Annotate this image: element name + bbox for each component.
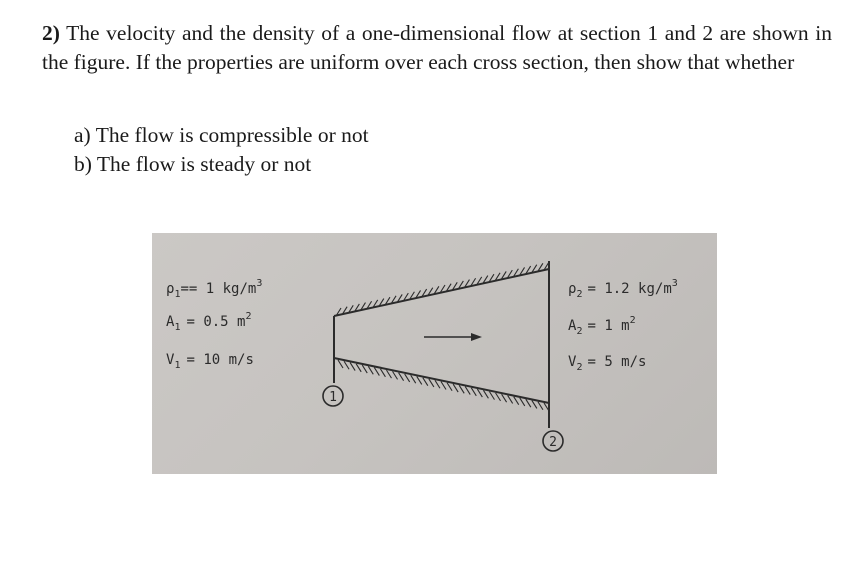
- section-2-area: $A_2 = 1$ $m^2$: [568, 315, 636, 337]
- hatch-mark: [496, 393, 501, 401]
- hatch-mark: [514, 397, 519, 405]
- hatch-mark: [380, 369, 385, 377]
- section-1-velocity: $V_1 = 10$ m/s: [166, 352, 254, 371]
- hatch-mark: [459, 385, 464, 393]
- hatch-mark: [374, 368, 379, 376]
- hatch-mark: [393, 371, 398, 379]
- hatch-mark: [526, 399, 531, 407]
- hatch-mark: [368, 366, 373, 374]
- section-2-marker: [543, 431, 563, 451]
- hatch-mark: [405, 374, 410, 382]
- section-2-density: $\rho_2 = 1.2$ $kg/m^3$: [568, 278, 678, 300]
- hatch-mark: [447, 383, 452, 391]
- flow-figure-photo: [152, 233, 717, 474]
- hatch-mark: [362, 365, 367, 373]
- hatch-mark: [538, 402, 543, 410]
- hatch-mark: [429, 379, 434, 387]
- hatch-mark: [465, 387, 470, 395]
- hatch-mark: [417, 376, 422, 384]
- hatch-mark: [489, 392, 494, 400]
- hatch-mark: [502, 394, 507, 402]
- hatch-mark: [435, 380, 440, 388]
- hatch-mark: [350, 363, 355, 371]
- part-b-text: The flow is steady or not: [96, 152, 312, 176]
- flow-direction-arrow: [424, 333, 482, 341]
- duct-bottom-wall: [334, 358, 549, 403]
- hatch-mark: [453, 384, 458, 392]
- duct-top-hatching: [336, 262, 549, 316]
- section-1-density: $\rho_1== 1$ $kg/m^3$: [166, 278, 263, 300]
- hatch-mark: [471, 388, 476, 396]
- section-2-velocity: $V_2 = 5$ m/s: [568, 354, 647, 373]
- hatch-mark: [386, 370, 391, 378]
- hatch-mark: [532, 400, 537, 408]
- hatch-mark: [411, 375, 416, 383]
- hatch-mark: [356, 364, 361, 372]
- svg-text:2: 2: [549, 435, 557, 450]
- hatch-mark: [344, 361, 349, 369]
- hatch-mark: [508, 395, 513, 403]
- svg-text:1: 1: [329, 390, 337, 405]
- section-1-area: $A_1 = 0.5$ $m^2$: [166, 311, 252, 333]
- question-text: [42, 19, 832, 77]
- hatch-mark: [399, 373, 404, 381]
- hatch-mark: [477, 389, 482, 397]
- hatch-mark: [520, 398, 525, 406]
- part-a-label: a): [74, 123, 91, 147]
- part-a-text: The flow is compressible or not: [95, 123, 369, 147]
- section-1-marker: [323, 386, 343, 406]
- question-body: The velocity and the density of a one-dimensional flow at section 1 and 2 are shown in the figure. If the properties are uniform over each cross section, then show that whether: [42, 21, 832, 74]
- part-b-label: b): [74, 152, 92, 176]
- hatch-mark: [338, 360, 343, 368]
- flow-figure: [152, 233, 717, 474]
- hatch-mark: [483, 390, 488, 398]
- part-a: [74, 121, 369, 150]
- question-parts: [74, 121, 369, 179]
- part-b: [74, 150, 369, 179]
- hatch-mark: [423, 378, 428, 386]
- hatch-mark: [441, 382, 446, 390]
- duct-bottom-hatching: [338, 360, 549, 411]
- question-number: 2): [42, 21, 60, 45]
